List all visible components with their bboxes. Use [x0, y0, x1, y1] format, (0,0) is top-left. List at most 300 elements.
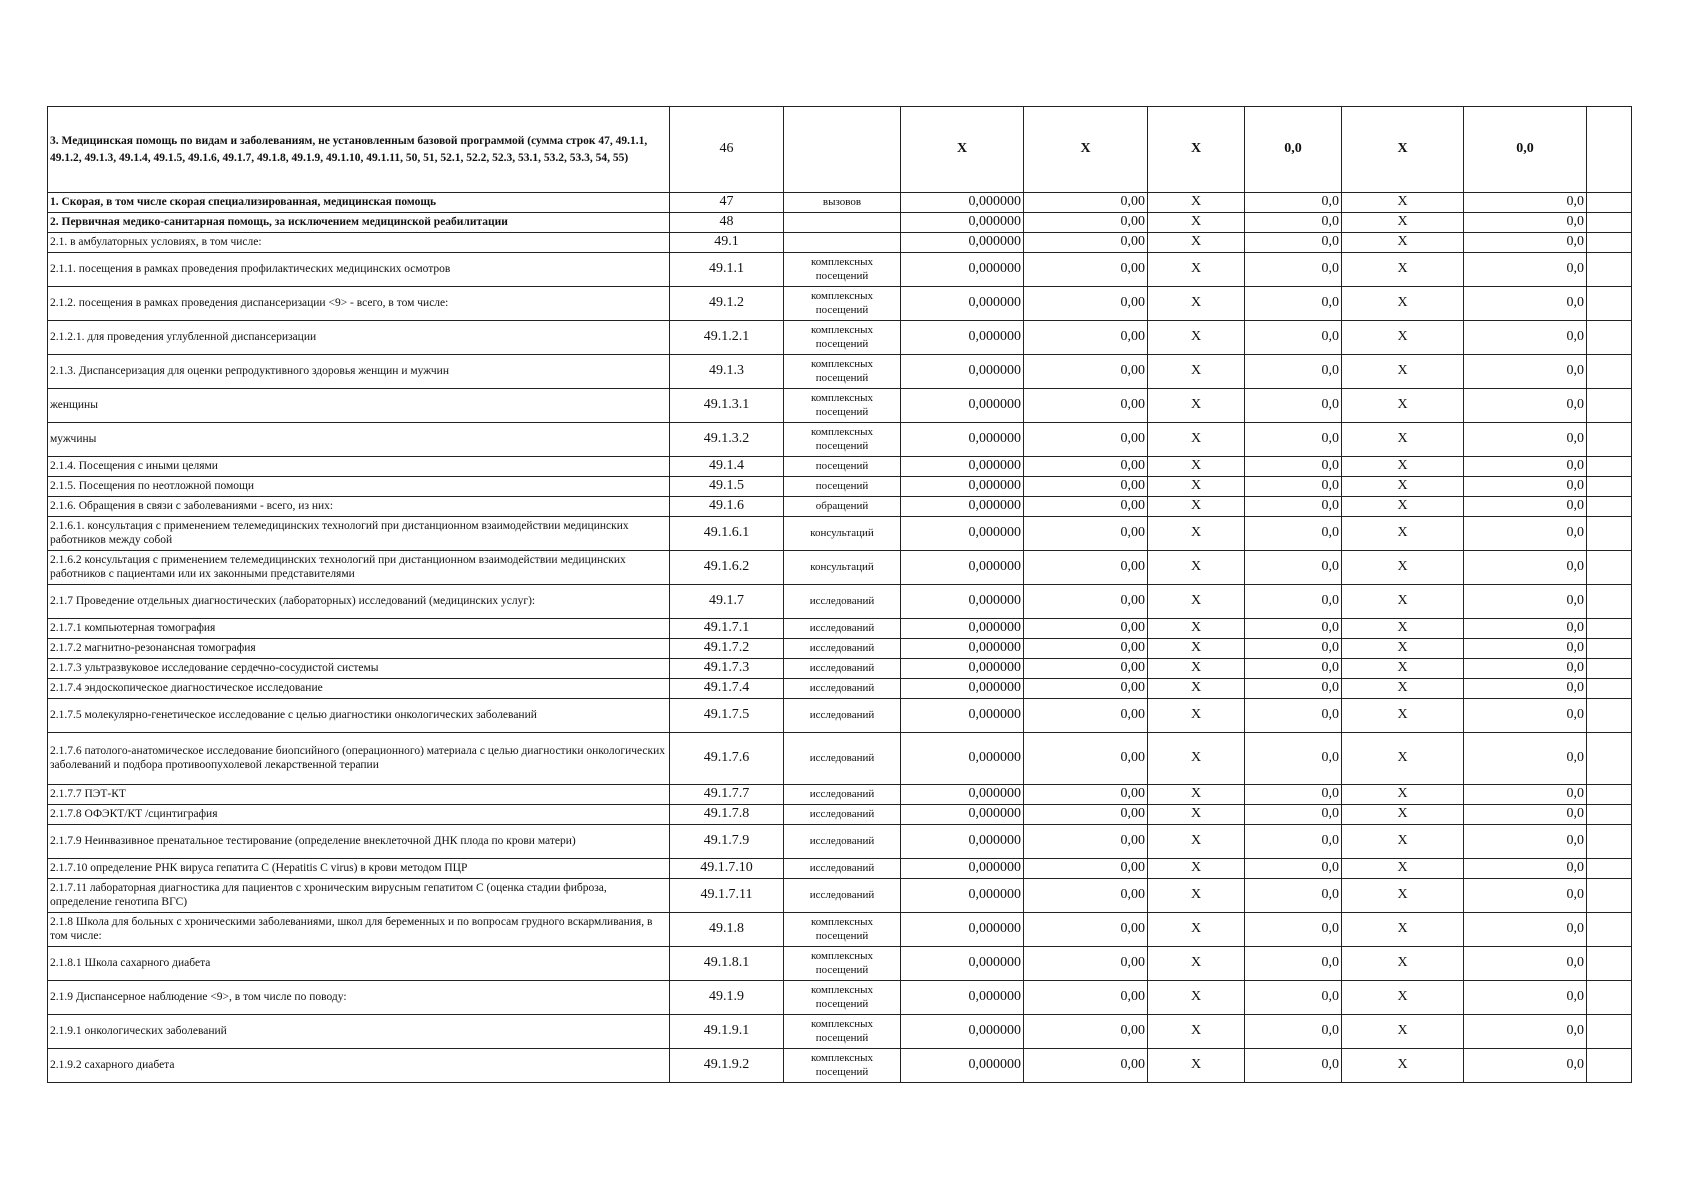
- row-name-cell: 2.1.7.7 ПЭТ-КТ: [48, 785, 670, 805]
- row-code-cell: 49.1.3.1: [670, 389, 784, 423]
- row-volume-cell: 0,000000: [901, 423, 1024, 457]
- row-x2-cell: X: [1342, 679, 1464, 699]
- row-total-cell: 0,0: [1464, 879, 1587, 913]
- row-code-cell: 49.1.7.10: [670, 859, 784, 879]
- row-sum-cell: 0,0: [1245, 355, 1342, 389]
- row-x-cell: X: [1148, 913, 1245, 947]
- row-sum-cell: 0,0: [1245, 497, 1342, 517]
- row-empty-cell: [1587, 477, 1632, 497]
- row-name-cell: 2.1.9 Диспансерное наблюдение <9>, в том числе по поводу:: [48, 981, 670, 1015]
- header-col2-cell: X: [1024, 107, 1148, 193]
- header-col4-cell: 0,0: [1245, 107, 1342, 193]
- row-total-cell: 0,0: [1464, 1049, 1587, 1083]
- row-cost-cell: 0,00: [1024, 551, 1148, 585]
- row-volume-cell: 0,000000: [901, 355, 1024, 389]
- row-x-cell: X: [1148, 733, 1245, 785]
- row-name-cell: 2.1.6. Обращения в связи с заболеваниями - всего, из них:: [48, 497, 670, 517]
- row-x2-cell: X: [1342, 517, 1464, 551]
- row-volume-cell: 0,000000: [901, 785, 1024, 805]
- row-cost-cell: 0,00: [1024, 879, 1148, 913]
- row-code-cell: 49.1.9: [670, 981, 784, 1015]
- row-code-cell: 49.1: [670, 233, 784, 253]
- row-cost-cell: 0,00: [1024, 619, 1148, 639]
- row-name-cell: 2.1.7.11 лабораторная диагностика для пациентов с хроническим вирусным гепатитом С (оценка стадии фиброза, определение генотипа ВГС): [48, 879, 670, 913]
- row-x2-cell: X: [1342, 1049, 1464, 1083]
- row-sum-cell: 0,0: [1245, 699, 1342, 733]
- row-empty-cell: [1587, 699, 1632, 733]
- row-cost-cell: 0,00: [1024, 193, 1148, 213]
- row-code-cell: 49.1.7.7: [670, 785, 784, 805]
- row-total-cell: 0,0: [1464, 733, 1587, 785]
- row-x-cell: X: [1148, 477, 1245, 497]
- row-unit-cell: исследований: [784, 859, 901, 879]
- row-sum-cell: 0,0: [1245, 477, 1342, 497]
- row-x-cell: X: [1148, 699, 1245, 733]
- row-x-cell: X: [1148, 981, 1245, 1015]
- row-x2-cell: X: [1342, 805, 1464, 825]
- row-unit-cell: консультаций: [784, 517, 901, 551]
- table-row: [48, 355, 1632, 389]
- row-empty-cell: [1587, 389, 1632, 423]
- row-volume-cell: 0,000000: [901, 659, 1024, 679]
- row-x2-cell: X: [1342, 213, 1464, 233]
- row-sum-cell: 0,0: [1245, 859, 1342, 879]
- row-sum-cell: 0,0: [1245, 947, 1342, 981]
- row-name-cell: 2.1.7.1 компьютерная томография: [48, 619, 670, 639]
- row-cost-cell: 0,00: [1024, 423, 1148, 457]
- row-total-cell: 0,0: [1464, 423, 1587, 457]
- row-sum-cell: 0,0: [1245, 825, 1342, 859]
- row-x2-cell: X: [1342, 981, 1464, 1015]
- row-x-cell: X: [1148, 213, 1245, 233]
- row-unit-cell: исследований: [784, 585, 901, 619]
- row-x-cell: X: [1148, 947, 1245, 981]
- row-name-cell: 2.1.2. посещения в рамках проведения диспансеризации <9> - всего, в том числе:: [48, 287, 670, 321]
- row-x2-cell: X: [1342, 551, 1464, 585]
- row-total-cell: 0,0: [1464, 659, 1587, 679]
- row-cost-cell: 0,00: [1024, 355, 1148, 389]
- row-total-cell: 0,0: [1464, 679, 1587, 699]
- row-sum-cell: 0,0: [1245, 659, 1342, 679]
- row-volume-cell: 0,000000: [901, 1049, 1024, 1083]
- row-sum-cell: 0,0: [1245, 193, 1342, 213]
- row-volume-cell: 0,000000: [901, 947, 1024, 981]
- row-x-cell: X: [1148, 679, 1245, 699]
- row-x-cell: X: [1148, 1049, 1245, 1083]
- table-row: [48, 679, 1632, 699]
- row-unit-cell: вызовов: [784, 193, 901, 213]
- row-total-cell: 0,0: [1464, 825, 1587, 859]
- row-sum-cell: 0,0: [1245, 389, 1342, 423]
- row-total-cell: 0,0: [1464, 355, 1587, 389]
- row-volume-cell: 0,000000: [901, 859, 1024, 879]
- row-empty-cell: [1587, 1049, 1632, 1083]
- row-sum-cell: 0,0: [1245, 233, 1342, 253]
- row-empty-cell: [1587, 355, 1632, 389]
- row-empty-cell: [1587, 551, 1632, 585]
- row-x2-cell: X: [1342, 233, 1464, 253]
- row-code-cell: 47: [670, 193, 784, 213]
- row-x2-cell: X: [1342, 497, 1464, 517]
- row-code-cell: 49.1.7.9: [670, 825, 784, 859]
- header-code-cell: 46: [670, 107, 784, 193]
- row-unit-cell: консультаций: [784, 551, 901, 585]
- row-unit-cell: комплексных посещений: [784, 253, 901, 287]
- row-unit-cell: исследований: [784, 879, 901, 913]
- table-row: [48, 321, 1632, 355]
- row-name-cell: 2.1.7.5 молекулярно-генетическое исследование с целью диагностики онкологических заболеваний: [48, 699, 670, 733]
- row-name-cell: мужчины: [48, 423, 670, 457]
- row-x-cell: X: [1148, 825, 1245, 859]
- row-volume-cell: 0,000000: [901, 497, 1024, 517]
- row-code-cell: 49.1.7: [670, 585, 784, 619]
- row-total-cell: 0,0: [1464, 639, 1587, 659]
- row-total-cell: 0,0: [1464, 253, 1587, 287]
- row-unit-cell: исследований: [784, 639, 901, 659]
- row-empty-cell: [1587, 497, 1632, 517]
- row-empty-cell: [1587, 879, 1632, 913]
- row-code-cell: 49.1.6.1: [670, 517, 784, 551]
- row-unit-cell: комплексных посещений: [784, 423, 901, 457]
- row-cost-cell: 0,00: [1024, 679, 1148, 699]
- row-code-cell: 49.1.6.2: [670, 551, 784, 585]
- row-sum-cell: 0,0: [1245, 733, 1342, 785]
- row-volume-cell: 0,000000: [901, 287, 1024, 321]
- row-code-cell: 49.1.8.1: [670, 947, 784, 981]
- table-row: [48, 517, 1632, 551]
- table-row: [48, 785, 1632, 805]
- row-unit-cell: комплексных посещений: [784, 1015, 901, 1049]
- row-empty-cell: [1587, 423, 1632, 457]
- row-code-cell: 49.1.7.3: [670, 659, 784, 679]
- row-sum-cell: 0,0: [1245, 1015, 1342, 1049]
- row-unit-cell: исследований: [784, 825, 901, 859]
- row-name-cell: 2.1.3. Диспансеризация для оценки репродуктивного здоровья женщин и мужчин: [48, 355, 670, 389]
- row-unit-cell: исследований: [784, 699, 901, 733]
- row-volume-cell: 0,000000: [901, 825, 1024, 859]
- row-cost-cell: 0,00: [1024, 825, 1148, 859]
- row-x2-cell: X: [1342, 253, 1464, 287]
- row-x-cell: X: [1148, 639, 1245, 659]
- table-row: [48, 457, 1632, 477]
- row-unit-cell: комплексных посещений: [784, 355, 901, 389]
- row-x2-cell: X: [1342, 457, 1464, 477]
- table-row: [48, 551, 1632, 585]
- row-sum-cell: 0,0: [1245, 287, 1342, 321]
- row-code-cell: 49.1.3: [670, 355, 784, 389]
- row-volume-cell: 0,000000: [901, 913, 1024, 947]
- row-code-cell: 49.1.9.1: [670, 1015, 784, 1049]
- row-volume-cell: 0,000000: [901, 1015, 1024, 1049]
- row-x-cell: X: [1148, 585, 1245, 619]
- row-unit-cell: исследований: [784, 805, 901, 825]
- table-row: [48, 477, 1632, 497]
- row-volume-cell: 0,000000: [901, 253, 1024, 287]
- row-name-cell: 1. Скорая, в том числе скорая специализированная, медицинская помощь: [48, 193, 670, 213]
- row-unit-cell: посещений: [784, 457, 901, 477]
- row-name-cell: 2.1.2.1. для проведения углубленной диспансеризации: [48, 321, 670, 355]
- row-empty-cell: [1587, 457, 1632, 477]
- row-total-cell: 0,0: [1464, 805, 1587, 825]
- row-empty-cell: [1587, 981, 1632, 1015]
- row-volume-cell: 0,000000: [901, 619, 1024, 639]
- row-empty-cell: [1587, 619, 1632, 639]
- row-volume-cell: 0,000000: [901, 193, 1024, 213]
- row-x-cell: X: [1148, 497, 1245, 517]
- row-empty-cell: [1587, 947, 1632, 981]
- row-cost-cell: 0,00: [1024, 585, 1148, 619]
- row-total-cell: 0,0: [1464, 1015, 1587, 1049]
- header-col7-cell: [1587, 107, 1632, 193]
- row-volume-cell: 0,000000: [901, 679, 1024, 699]
- row-empty-cell: [1587, 859, 1632, 879]
- row-code-cell: 49.1.9.2: [670, 1049, 784, 1083]
- row-name-cell: 2.1.1. посещения в рамках проведения профилактических медицинских осмотров: [48, 253, 670, 287]
- row-code-cell: 49.1.1: [670, 253, 784, 287]
- row-unit-cell: комплексных посещений: [784, 913, 901, 947]
- row-total-cell: 0,0: [1464, 699, 1587, 733]
- row-code-cell: 49.1.3.2: [670, 423, 784, 457]
- row-code-cell: 49.1.7.5: [670, 699, 784, 733]
- row-volume-cell: 0,000000: [901, 477, 1024, 497]
- row-x2-cell: X: [1342, 659, 1464, 679]
- row-name-cell: 2.1.7.2 магнитно-резонансная томография: [48, 639, 670, 659]
- row-x2-cell: X: [1342, 389, 1464, 423]
- row-x-cell: X: [1148, 253, 1245, 287]
- row-x-cell: X: [1148, 321, 1245, 355]
- table-row: [48, 287, 1632, 321]
- row-x2-cell: X: [1342, 639, 1464, 659]
- row-x-cell: X: [1148, 355, 1245, 389]
- row-x2-cell: X: [1342, 1015, 1464, 1049]
- row-volume-cell: 0,000000: [901, 879, 1024, 913]
- row-sum-cell: 0,0: [1245, 253, 1342, 287]
- row-empty-cell: [1587, 785, 1632, 805]
- header-name-cell: 3. Медицинская помощь по видам и заболеваниям, не установленным базовой программой (сумма строк 47, 49.1.1, 49.1.2, 49.1.3, 49.1.4, 49.1.5, 49.1.6, 49.1.7, 49.1.8, 49.1.9, 49.1.10, 49.1.11, 50, 51, 52.1, 52.2, 52.3, 53.1, 53.2, 53.3, 54, 55): [48, 107, 670, 193]
- row-x2-cell: X: [1342, 193, 1464, 213]
- row-empty-cell: [1587, 639, 1632, 659]
- row-code-cell: 49.1.2.1: [670, 321, 784, 355]
- table-row: [48, 699, 1632, 733]
- row-unit-cell: обращений: [784, 497, 901, 517]
- row-x-cell: X: [1148, 619, 1245, 639]
- row-unit-cell: исследований: [784, 619, 901, 639]
- row-empty-cell: [1587, 659, 1632, 679]
- row-cost-cell: 0,00: [1024, 517, 1148, 551]
- table-row: [48, 947, 1632, 981]
- table-row: [48, 913, 1632, 947]
- row-unit-cell: исследований: [784, 659, 901, 679]
- row-total-cell: 0,0: [1464, 585, 1587, 619]
- row-cost-cell: 0,00: [1024, 457, 1148, 477]
- row-unit-cell: комплексных посещений: [784, 389, 901, 423]
- row-unit-cell: комплексных посещений: [784, 287, 901, 321]
- row-code-cell: 49.1.5: [670, 477, 784, 497]
- row-empty-cell: [1587, 585, 1632, 619]
- row-cost-cell: 0,00: [1024, 321, 1148, 355]
- row-cost-cell: 0,00: [1024, 659, 1148, 679]
- row-empty-cell: [1587, 253, 1632, 287]
- row-cost-cell: 0,00: [1024, 497, 1148, 517]
- row-volume-cell: 0,000000: [901, 551, 1024, 585]
- table-row: [48, 805, 1632, 825]
- row-code-cell: 49.1.7.1: [670, 619, 784, 639]
- row-name-cell: 2.1.4. Посещения с иными целями: [48, 457, 670, 477]
- row-x-cell: X: [1148, 659, 1245, 679]
- row-cost-cell: 0,00: [1024, 785, 1148, 805]
- row-cost-cell: 0,00: [1024, 913, 1148, 947]
- row-cost-cell: 0,00: [1024, 859, 1148, 879]
- row-sum-cell: 0,0: [1245, 423, 1342, 457]
- row-sum-cell: 0,0: [1245, 639, 1342, 659]
- row-unit-cell: [784, 233, 901, 253]
- row-empty-cell: [1587, 825, 1632, 859]
- row-cost-cell: 0,00: [1024, 733, 1148, 785]
- row-empty-cell: [1587, 213, 1632, 233]
- table-row: [48, 659, 1632, 679]
- table-row: [48, 585, 1632, 619]
- row-x2-cell: X: [1342, 355, 1464, 389]
- table-row: [48, 423, 1632, 457]
- row-cost-cell: 0,00: [1024, 287, 1148, 321]
- table-row: [48, 825, 1632, 859]
- table-row: [48, 619, 1632, 639]
- row-cost-cell: 0,00: [1024, 1049, 1148, 1083]
- row-sum-cell: 0,0: [1245, 517, 1342, 551]
- table-row: [48, 233, 1632, 253]
- row-x2-cell: X: [1342, 913, 1464, 947]
- row-sum-cell: 0,0: [1245, 679, 1342, 699]
- row-code-cell: 49.1.7.2: [670, 639, 784, 659]
- header-col1-cell: X: [901, 107, 1024, 193]
- row-name-cell: 2.1.7.4 эндоскопическое диагностическое исследование: [48, 679, 670, 699]
- row-name-cell: 2. Первичная медико-санитарная помощь, за исключением медицинской реабилитации: [48, 213, 670, 233]
- row-x-cell: X: [1148, 859, 1245, 879]
- table-row: [48, 193, 1632, 213]
- row-cost-cell: 0,00: [1024, 233, 1148, 253]
- row-x-cell: X: [1148, 389, 1245, 423]
- row-cost-cell: 0,00: [1024, 253, 1148, 287]
- row-volume-cell: 0,000000: [901, 213, 1024, 233]
- row-unit-cell: комплексных посещений: [784, 1049, 901, 1083]
- row-name-cell: женщины: [48, 389, 670, 423]
- row-total-cell: 0,0: [1464, 193, 1587, 213]
- row-x2-cell: X: [1342, 947, 1464, 981]
- row-code-cell: 49.1.7.6: [670, 733, 784, 785]
- row-unit-cell: комплексных посещений: [784, 321, 901, 355]
- row-empty-cell: [1587, 733, 1632, 785]
- row-volume-cell: 0,000000: [901, 517, 1024, 551]
- row-total-cell: 0,0: [1464, 287, 1587, 321]
- row-cost-cell: 0,00: [1024, 1015, 1148, 1049]
- row-total-cell: 0,0: [1464, 497, 1587, 517]
- row-x2-cell: X: [1342, 287, 1464, 321]
- row-total-cell: 0,0: [1464, 233, 1587, 253]
- row-x2-cell: X: [1342, 825, 1464, 859]
- row-sum-cell: 0,0: [1245, 551, 1342, 585]
- row-sum-cell: 0,0: [1245, 585, 1342, 619]
- row-x2-cell: X: [1342, 879, 1464, 913]
- row-volume-cell: 0,000000: [901, 699, 1024, 733]
- header-col3-cell: X: [1148, 107, 1245, 193]
- row-volume-cell: 0,000000: [901, 457, 1024, 477]
- row-x2-cell: X: [1342, 321, 1464, 355]
- row-volume-cell: 0,000000: [901, 233, 1024, 253]
- row-code-cell: 49.1.2: [670, 287, 784, 321]
- row-cost-cell: 0,00: [1024, 213, 1148, 233]
- row-x2-cell: X: [1342, 733, 1464, 785]
- row-total-cell: 0,0: [1464, 859, 1587, 879]
- row-total-cell: 0,0: [1464, 477, 1587, 497]
- row-x-cell: X: [1148, 287, 1245, 321]
- row-empty-cell: [1587, 805, 1632, 825]
- row-name-cell: 2.1.8.1 Школа сахарного диабета: [48, 947, 670, 981]
- row-x-cell: X: [1148, 517, 1245, 551]
- row-x-cell: X: [1148, 233, 1245, 253]
- row-sum-cell: 0,0: [1245, 321, 1342, 355]
- row-name-cell: 2.1.6.2 консультация с применением телемедицинских технологий при дистанционном взаимодействии медицинских работников с пациентами или их законными представителями: [48, 551, 670, 585]
- row-name-cell: 2.1.7 Проведение отдельных диагностических (лабораторных) исследований (медицинских услуг):: [48, 585, 670, 619]
- row-total-cell: 0,0: [1464, 947, 1587, 981]
- row-code-cell: 49.1.8: [670, 913, 784, 947]
- row-total-cell: 0,0: [1464, 981, 1587, 1015]
- table-header-row: [48, 107, 1632, 193]
- row-empty-cell: [1587, 517, 1632, 551]
- row-unit-cell: комплексных посещений: [784, 947, 901, 981]
- row-x-cell: X: [1148, 805, 1245, 825]
- row-total-cell: 0,0: [1464, 785, 1587, 805]
- row-x2-cell: X: [1342, 619, 1464, 639]
- row-cost-cell: 0,00: [1024, 477, 1148, 497]
- row-total-cell: 0,0: [1464, 389, 1587, 423]
- row-total-cell: 0,0: [1464, 457, 1587, 477]
- row-volume-cell: 0,000000: [901, 389, 1024, 423]
- row-code-cell: 49.1.6: [670, 497, 784, 517]
- row-unit-cell: посещений: [784, 477, 901, 497]
- row-x-cell: X: [1148, 785, 1245, 805]
- row-name-cell: 2.1.9.2 сахарного диабета: [48, 1049, 670, 1083]
- row-x2-cell: X: [1342, 785, 1464, 805]
- row-cost-cell: 0,00: [1024, 699, 1148, 733]
- table-row: [48, 1049, 1632, 1083]
- row-unit-cell: исследований: [784, 679, 901, 699]
- row-name-cell: 2.1.7.10 определение РНК вируса гепатита С (Hepatitis С virus) в крови методом ПЦР: [48, 859, 670, 879]
- row-name-cell: 2.1.7.9 Неинвазивное пренатальное тестирование (определение внеклеточной ДНК плода по крови матери): [48, 825, 670, 859]
- row-name-cell: 2.1.7.6 патолого-анатомическое исследование биопсийного (операционного) материала с целью диагностики онкологических заболеваний и подбора противоопухолевой лекарственной терапии: [48, 733, 670, 785]
- table-row: [48, 879, 1632, 913]
- header-unit-cell: [784, 107, 901, 193]
- row-volume-cell: 0,000000: [901, 733, 1024, 785]
- row-name-cell: 2.1.7.3 ультразвуковое исследование сердечно-сосудистой системы: [48, 659, 670, 679]
- row-sum-cell: 0,0: [1245, 457, 1342, 477]
- row-x-cell: X: [1148, 423, 1245, 457]
- row-name-cell: 2.1. в амбулаторных условиях, в том числе:: [48, 233, 670, 253]
- row-volume-cell: 0,000000: [901, 981, 1024, 1015]
- table-row: [48, 389, 1632, 423]
- table-row: [48, 253, 1632, 287]
- row-code-cell: 48: [670, 213, 784, 233]
- row-volume-cell: 0,000000: [901, 639, 1024, 659]
- row-x-cell: X: [1148, 551, 1245, 585]
- row-sum-cell: 0,0: [1245, 879, 1342, 913]
- header-col6-cell: 0,0: [1464, 107, 1587, 193]
- row-volume-cell: 0,000000: [901, 321, 1024, 355]
- row-cost-cell: 0,00: [1024, 981, 1148, 1015]
- table-row: [48, 497, 1632, 517]
- row-x-cell: X: [1148, 457, 1245, 477]
- row-empty-cell: [1587, 321, 1632, 355]
- row-empty-cell: [1587, 287, 1632, 321]
